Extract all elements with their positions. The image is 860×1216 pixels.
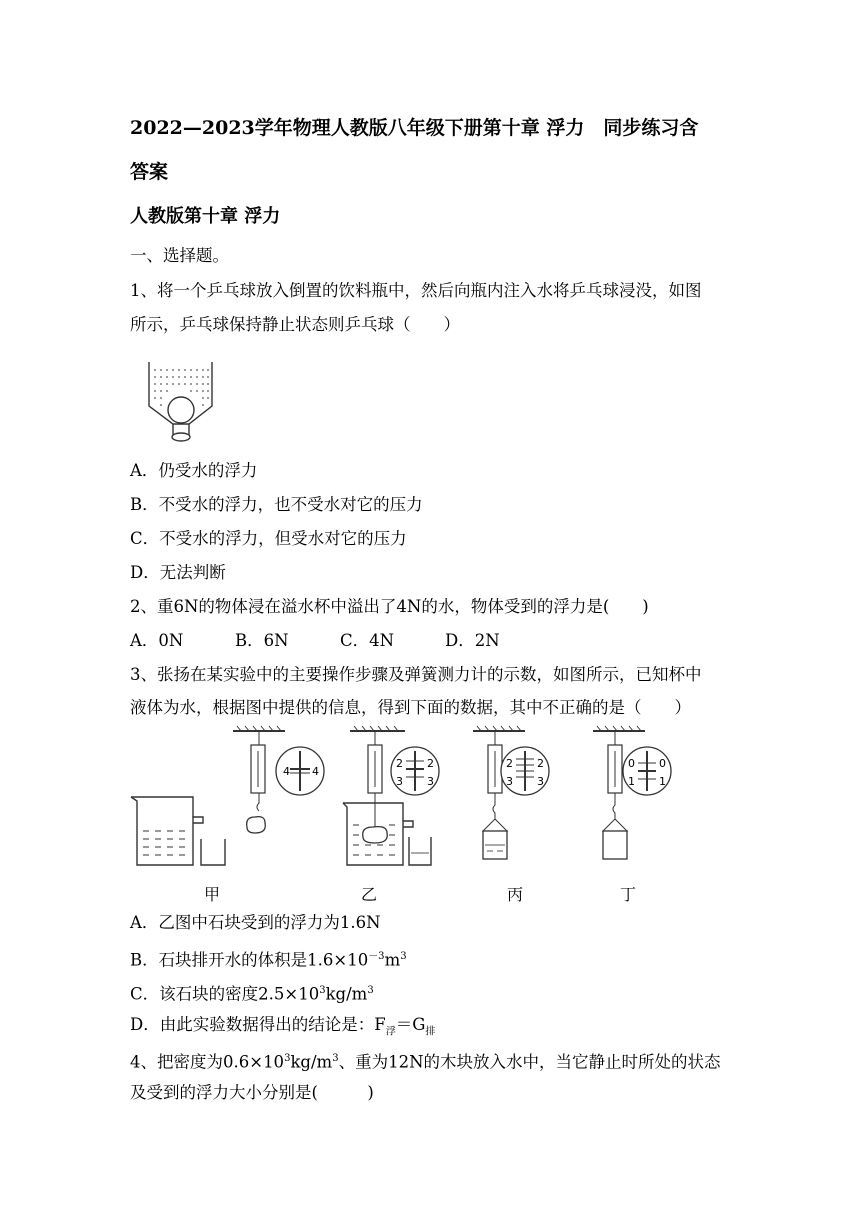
chapter-heading: 人教版第十章 浮力 xyxy=(130,206,281,227)
q3-option-c: C．该石块的密度$2.5\times 10^3kg/m^3$ xyxy=(130,984,374,1004)
q3-stem-line2: 液体为水，根据图中提供的信息，得到下面的数据，其中不正确的是（ ） xyxy=(130,698,691,717)
q4-stem-line1: 4、把密度为$0.6\times 10^3kg/m^3$、重为12N的木块放入水中，当它静止时所处的状态 xyxy=(130,1052,721,1072)
document-title-line2: 答案 xyxy=(130,161,169,183)
q3-stem-line1: 3、张扬在某实验中的主要操作步骤及弹簧测力计的示数，如图所示，已知杯中 xyxy=(130,665,702,684)
ding-dial-left-top: 0 xyxy=(628,757,635,770)
q1-option-c: C．不受水的浮力，但受水对它的压力 xyxy=(130,529,407,548)
jia-dial-right: 4 xyxy=(312,765,319,778)
yi-dial-right-bottom: 3 xyxy=(427,775,434,788)
jia-dial-left: 4 xyxy=(283,765,290,778)
q2-option-a: A．0N xyxy=(130,631,184,650)
yi-dial-left-bottom: 3 xyxy=(396,775,403,788)
ding-dial-right-top: 0 xyxy=(659,757,666,770)
q2-stem: 2、重6N的物体浸在溢水杯中溢出了4N的水，物体受到的浮力是( ) xyxy=(130,597,649,616)
q2-option-c: C．4N xyxy=(340,631,395,650)
bing-dial-right-top: 2 xyxy=(537,757,544,770)
q2-option-d: D．2N xyxy=(445,631,500,650)
q1-option-b: B．不受水的浮力，也不受水对它的压力 xyxy=(130,495,423,514)
q1-stem-line1: 1、将一个乒乓球放入倒置的饮料瓶中，然后向瓶内注入水将乒乓球浸没，如图 xyxy=(130,281,702,300)
yi-dial-left-top: 2 xyxy=(396,757,403,770)
ding-setup xyxy=(593,726,671,859)
bing-setup xyxy=(473,726,549,859)
q1-option-d: D．无法判断 xyxy=(130,563,226,582)
q1-bottle-figure xyxy=(145,360,220,450)
jia-setup xyxy=(131,726,324,865)
bing-dial-left-top: 2 xyxy=(506,757,513,770)
figure-label-bing: 丙 xyxy=(507,885,524,904)
q4-stem-line2: 及受到的浮力大小分别是( ) xyxy=(130,1083,374,1102)
q3-experiment-figure xyxy=(125,725,725,875)
q1-option-a: A．仍受水的浮力 xyxy=(130,461,258,480)
figure-label-yi: 乙 xyxy=(361,885,378,904)
q1-stem-line2: 所示，乒乓球保持静止状态则乒乓球（ ） xyxy=(130,315,460,334)
q2-options xyxy=(130,629,550,653)
q3-option-a: A．乙图中石块受到的浮力为1.6N xyxy=(130,913,381,932)
q2-option-b: B．6N xyxy=(235,631,289,650)
document-title-line1: 2022—2023学年物理人教版八年级下册第十章 浮力 同步练习含 xyxy=(130,117,699,139)
ding-dial-left-bottom: 1 xyxy=(628,775,635,788)
bing-dial-right-bottom: 3 xyxy=(537,775,544,788)
yi-setup xyxy=(343,726,439,865)
bing-dial-left-bottom: 3 xyxy=(506,775,513,788)
q3-option-b: B．石块排开水的体积是$1.6\times 10^{-3}m^3$ xyxy=(130,950,407,970)
ding-dial-right-bottom: 1 xyxy=(659,775,666,788)
q3-option-d: D．由此实验数据得出的结论是：$F_浮=G_排$ xyxy=(130,1015,436,1038)
section-heading: 一、选择题。 xyxy=(130,246,229,265)
yi-dial-right-top: 2 xyxy=(427,757,434,770)
figure-label-jia: 甲 xyxy=(204,885,221,904)
figure-label-ding: 丁 xyxy=(620,885,637,904)
